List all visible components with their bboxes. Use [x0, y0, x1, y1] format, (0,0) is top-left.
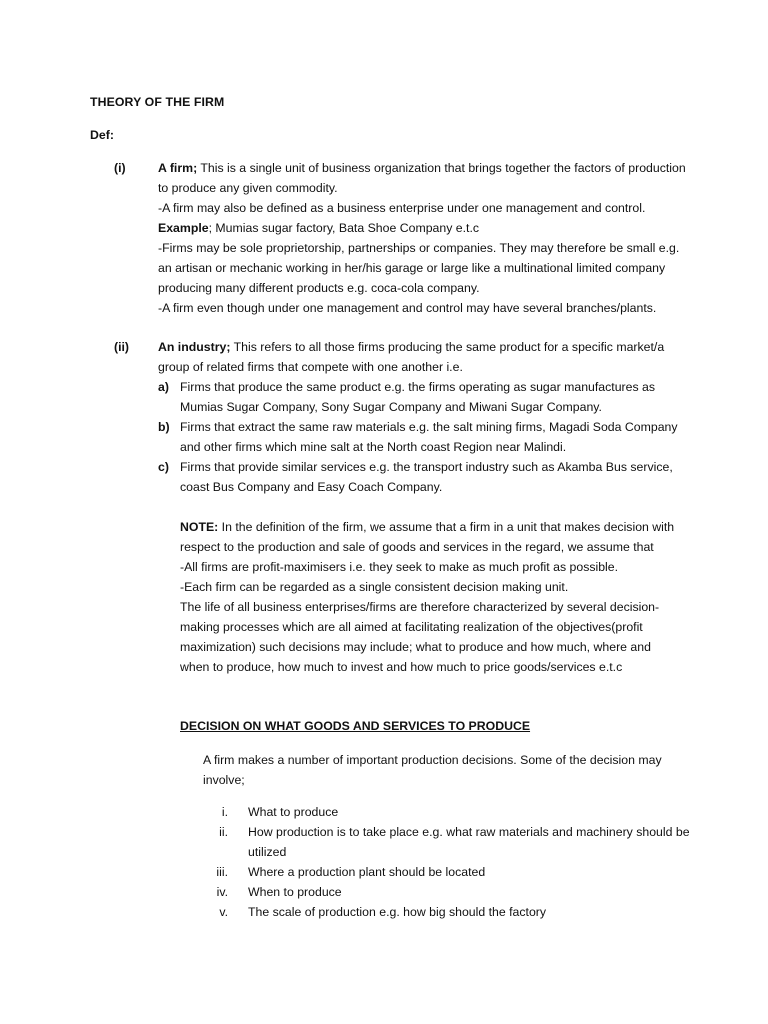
list-item-text: Where a production plant should be located — [248, 865, 486, 879]
item-lead-text: This is a single unit of business organization that brings together the factors of production to produce any given commodity. — [158, 161, 686, 195]
list-item — [190, 822, 690, 862]
list-item-text: How production is to take place e.g. what raw materials and machinery should be utilized — [248, 825, 690, 859]
sub-item-text: Firms that produce the same product e.g. the firms operating as sugar manufactures as Mumias Sugar Company, Sony Sugar Company and Miwani Sugar Company. — [180, 380, 656, 414]
item-body — [158, 337, 694, 497]
firm-example — [158, 218, 694, 238]
list-item-number: iii. — [216, 865, 228, 879]
item-body — [158, 158, 694, 318]
sub-item-letter: b) — [158, 420, 170, 434]
industry-definition — [158, 337, 694, 377]
note-paragraph — [180, 517, 680, 557]
industry-sub-item — [158, 417, 694, 457]
item-number: (i) — [114, 161, 126, 175]
list-item — [190, 802, 690, 822]
firm-definition — [158, 158, 694, 198]
sub-item-letter: c) — [158, 460, 169, 474]
note-block — [180, 517, 680, 677]
section-heading: DECISION ON WHAT GOODS AND SERVICES TO PRODUCE — [180, 719, 531, 733]
section-intro — [203, 750, 673, 790]
note-assumption-profit: -All firms are profit-maximisers i.e. they seek to make as much profit as possible. — [180, 560, 619, 574]
decision-list — [190, 802, 690, 922]
item-lead: A firm; — [158, 161, 198, 175]
list-item-text: What to produce — [248, 805, 339, 819]
note-text: In the definition of the firm, we assume that a firm in a unit that makes decision with respect to the production and sale of goods and services in the regard, we assume that — [180, 520, 675, 554]
note-decision-processes: The life of all business enterprises/firms are therefore characterized by several decision-making processes which are all aimed at facilitating realization of the objectives(profit maximization) such decisions may include; what to produce and how much, where and when to produce, how much to invest and how much to price goods/services e.t.c — [180, 600, 660, 674]
list-item-text: The scale of production e.g. how big should the factory — [248, 905, 547, 919]
note-assumption-unit: -Each firm can be regarded as a single consistent decision making unit. — [180, 580, 569, 594]
section-intro-text: A firm makes a number of important production decisions. Some of the decision may involve; — [203, 753, 662, 787]
list-item — [190, 902, 690, 922]
sub-item-text: Firms that extract the same raw materials e.g. the salt mining firms, Magadi Soda Company and other firms which mine salt at the North coast Region near Malindi. — [180, 420, 678, 454]
list-item — [190, 862, 690, 882]
list-item-number: iv. — [216, 885, 228, 899]
list-item-text: When to produce — [248, 885, 342, 899]
industry-sub-item — [158, 377, 694, 417]
list-item-number: ii. — [219, 825, 228, 839]
list-item-number: v. — [219, 905, 228, 919]
firm-alt-definition: -A firm may also be defined as a business enterprise under one management and control. — [158, 201, 646, 215]
list-item-number: i. — [221, 805, 228, 819]
example-label: Example — [158, 221, 209, 235]
item-number: (ii) — [114, 340, 130, 354]
list-item — [190, 882, 690, 902]
sub-item-letter: a) — [158, 380, 169, 394]
example-text: ; Mumias sugar factory, Bata Shoe Company e.t.c — [208, 221, 480, 235]
item-lead-text: This refers to all those firms producing the same product for a specific market/a group of related firms that compete with one another i.e. — [158, 340, 665, 374]
sub-item-text: Firms that provide similar services e.g. the transport industry such as Akamba Bus service, coast Bus Company and Easy Coach Company. — [180, 460, 673, 494]
item-lead: An industry; — [158, 340, 231, 354]
firm-types: -Firms may be sole proprietorship, partnerships or companies. They may therefore be small e.g. an artisan or mechanic working in her/his garage or large like a multinational limited company producing many different products e.g. coca-cola company. — [158, 241, 680, 295]
note-label: NOTE: — [180, 520, 219, 534]
definition-label: Def: — [90, 128, 114, 142]
document-title: THEORY OF THE FIRM — [90, 95, 225, 109]
firm-branches: -A firm even though under one management and control may have several branches/plants. — [158, 301, 657, 315]
industry-sub-item — [158, 457, 694, 497]
